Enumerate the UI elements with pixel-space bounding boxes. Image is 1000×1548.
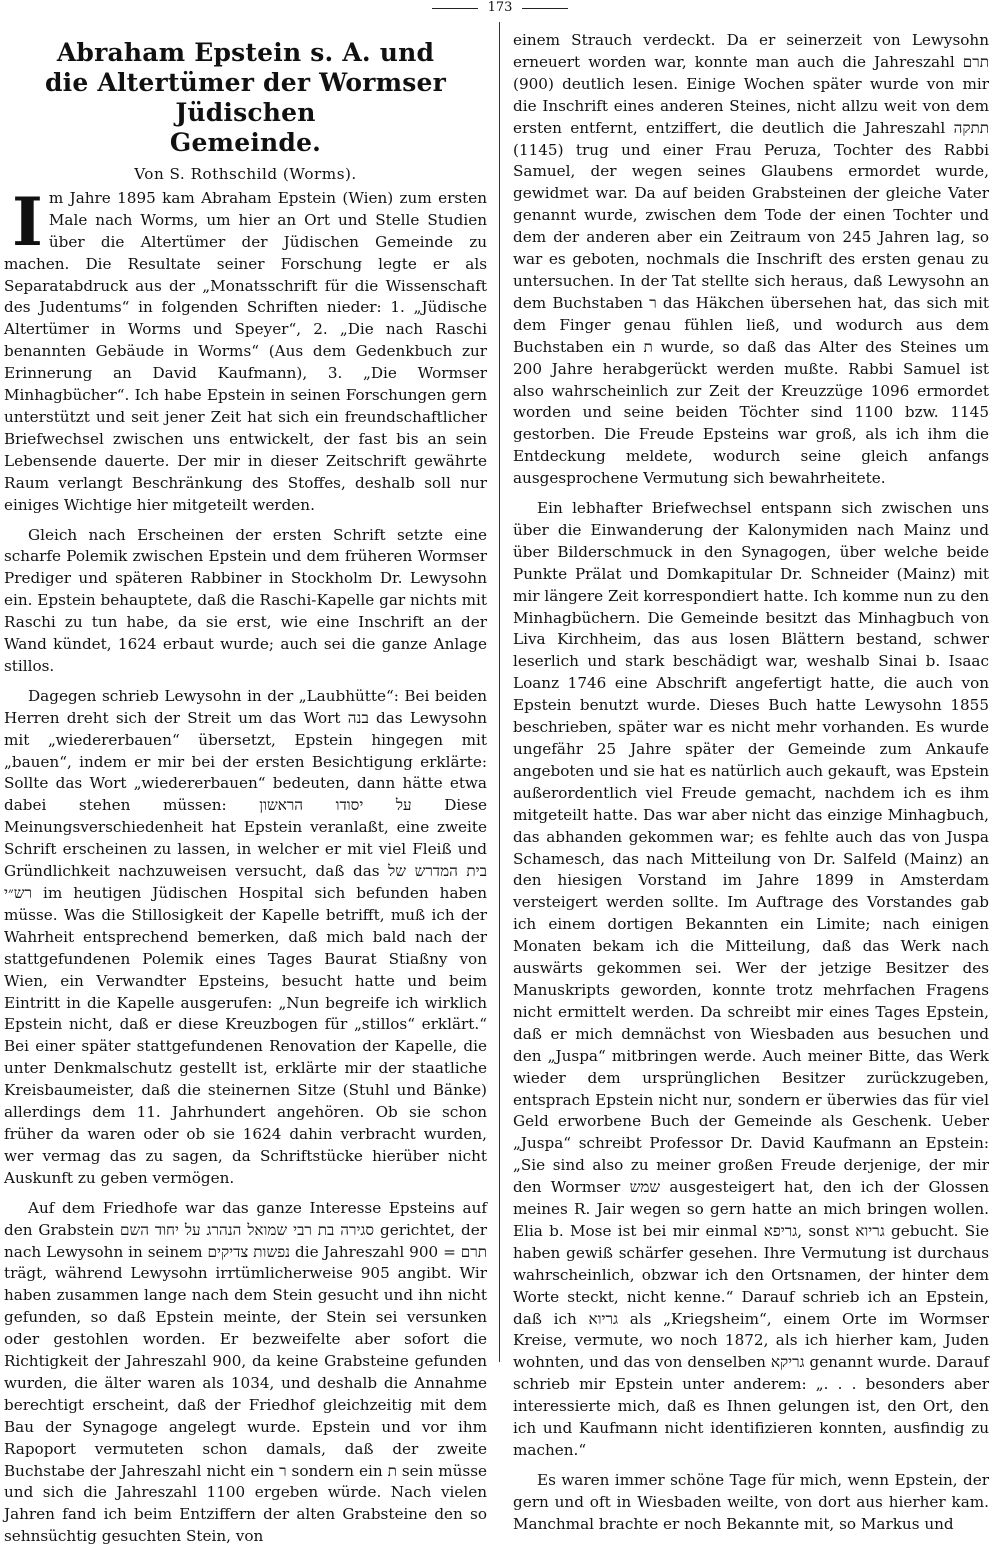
right-column [513, 30, 989, 1533]
paragraph-text: m Jahre 1895 kam Abraham Epstein (Wien) zum ersten Male nach Worms, um hier an Ort und Stelle Studien über die Altertümer der Jüdischen Gemeinde zu machen. Die Resultate seiner Forschung legte er als Separatabdruck aus der „Monatsschrift für die Wissenschaft des Judentums“ in folgenden Schriften nieder: 1. „Jüdische Altertümer in Worms und Speyer“, 2. „Die nach Raschi benannten Gebäude in Worms“ (Aus dem Gedenkbuch zur Erinnerung an David Kaufmann), 3. „Die Wormser Minhagbücher“. Ich habe Epstein in seinen Forschungen gern unterstützt und seit jener Zeit hat sich ein freundschaftlicher Briefwechsel zwischen uns entwickelt, der fast bis an sein Lebensende dauerte. Der mir in dieser Zeitschrift gewährte Raum verlangt Beschränkung des Stoffes, deshalb soll nur einiges Wichtige hier mitgeteilt werden. [4, 188, 487, 514]
paragraph [4, 182, 487, 517]
page-header [0, 0, 1000, 16]
column-divider [499, 22, 500, 1362]
article-title [4, 38, 487, 158]
page-number: 173 [487, 0, 513, 15]
article-title-line-3: Gemeinde. [169, 128, 322, 157]
paragraph: Dagegen schrieb Lewysohn in der „Laubhütte“: Bei beiden Herren dreht sich der Streit um das Wort בנה das Lewysohn mit „wiedererbauen“ übersetzt, Epstein hingegen mit „bauen“, indem er mir bei der ersten Besichtigung erklärte: Sollte das Wort „wiedererbauen“ bedeuten, dann hätte etwa dabei stehen müssen: על יסודו הראשון Diese Meinungsverschiedenheit hat Epstein veranlaßt, eine zweite Schrift erscheinen zu lassen, in welcher er mit viel Fleiß und Gründlichkeit nachzuweisen versucht, daß das בית המדרש של רש״י im heutigen Jüdischen Hospital sich befunden haben müsse. Was die Stillosigkeit der Kapelle betrifft, muß ich der Wahrheit entsprechend bemerken, daß mich bald nach der stattgefundenen Polemik eines Tages Baurat Stiaßny von Wien, ein Verwandter Epsteins, besucht hatte und beim Eintritt in die Kapelle ausgerufen: „Nun begreife ich wirklich Epstein nicht, daß er diese Kreuzbogen für „stillos“ erklärt.“ Bei einer später stattgefundenen Renovation der Kapelle, die unter Denkmalschutz gestellt ist, erklärte mir der staatliche Kreisbaumeister, daß die steinernen Sitze (Stuhl und Bänke) allerdings dem 11. Jahrhundert angehören. Ob sie schon früher da waren oder ob sie 1624 dahin verbracht wurden, wer vermag das zu sagen, da Schriftstücke hierüber nicht Auskunft zu geben vermögen. [4, 686, 488, 1187]
byline-text: Von S. Rothschild (Worms). [134, 165, 357, 183]
drop-cap: I [12, 182, 43, 261]
article-title-line-1: Abraham Epstein s. A. und [56, 38, 435, 67]
paragraph: Gleich nach Erscheinen der ersten Schrift setzte eine scharfe Polemik zwischen Epstein und dem früheren Wormser Prediger und späteren Rabbiner in Stockholm Dr. Lewysohn ein. Epstein behauptete, daß die Raschi-Kapelle gar nichts mit Raschi zu tun habe, da sie erst, wie eine Inschrift an der Wand kündet, 1624 erbaut wurde; auch sei die ganze Anlage stillos. [4, 525, 487, 675]
article-byline [4, 164, 487, 186]
paragraph: einem Strauch verdeckt. Da er seinerzeit von Lewysohn erneuert worden war, konnte man auch die Jahreszahl תרם (900) deutlich lesen. Einige Wochen später wurde von mir die Inschrift eines anderen Steines, nicht allzu weit von dem ersten entfernt, entziffert, die deutlich die Jahreszahl תתקה (1145) trug und einer Frau Peruza, Tochter des Rabbi Samuel, der wegen seines Glaubens ermordet wurde, gewidmet war. Da auf beiden Grabsteinen der gleiche Vater genannt wurde, zwischen dem Tode der einen Tochter und dem der anderen aber ein Zeitraum von 245 Jahren lag, so war es geboten, nochmals die Inschrift des ersten genau zu untersuchen. In der Tat stellte sich heraus, daß Lewysohn an dem Buchstaben ר das Häkchen übersehen hat, das sich mit dem Finger genau fühlen ließ, und wodurch aus dem Buchstaben ein ת wurde, so daß das Alter des Steines um 200 Jahre herabgerückt werden mußte. Rabbi Samuel ist also wahrscheinlich zur Zeit der Kreuzzüge 1096 ermordet worden und seine beiden Töchter sind 1100 bzw. 1145 gestorben. Die Freude Epsteins war groß, als ich ihm die Entdeckung meldete, wodurch seine gleich anfangs ausgesprochene Vermutung sich bewahrheitete. [513, 31, 989, 488]
header-rule-left [432, 8, 478, 9]
article-title-line-2: die Altertümer der Wormser Jüdischen [44, 68, 446, 127]
header-rule-right [522, 8, 568, 9]
paragraph: Ein lebhafter Briefwechsel entspann sich zwischen uns über die Einwanderung der Kalonymiden nach Mainz und über Bilderschmuck in den Synagogen, über welche beide Punkte Prälat und Domkapitular Dr. Schneider (Mainz) mit mir längere Zeit korrespondiert hatte. Ich komme nun zu den Minhagbüchern. Die Gemeinde besitzt das Minhagbuch von Liva Kirchheim, das aus losen Blättern bestand, schwer leserlich und stark beschädigt war, weshalb Sinai b. Isaac Loanz 1746 eine Abschrift angefertigt hatte, die auch von Epstein benutzt wurde. Dieses Buch hatte Lewysohn 1855 beschrieben, später war es nicht mehr vorhanden. Es wurde ungefähr 25 Jahre später der Gemeinde zum Ankaufe angeboten und sie hat es natürlich auch gekauft, was Epstein außerordentlich viel Freude gemacht, nachdem ich es ihm mitgeteilt hatte. Das war aber nicht das einzige Minhagbuch, das abhanden gekommen war; es fehlte auch das von Juspa Schamesch, das nach Mitteilung von Dr. Salfeld (Mainz) an den hiesigen Vorstand im Jahre 1899 in Amsterdam versteigert werden sollte. Im Auftrage des Vorstandes gab ich einem dortigen Bekannten ein Limite; nach einigen Monaten bekam ich die Mitteilung, daß das Werk nach auswärts gekommen sei. Wer der jetzige Besitzer des Manuskripts geworden, konnte trotz mehrfachen Fragens nicht ermittelt werden. Da schreibt mir eines Tages Epstein, daß er mich demnächst von Wiesbaden aus besuchen und den „Juspa“ mitbringen werde. Auch meiner Bitte, das Werk wieder dem ursprünglichen Besitzer zurückzugeben, entsprach Epstein nicht nur, sondern er überwies das für viel Geld erworbene Buch der Gemeinde als Geschenk. Ueber „Juspa“ schreibt Professor Dr. David Kaufmann an Epstein: „Sie sind also zu meiner großen Freude derjenige, der mir den Wormser שמש ausgesteigert hat, den ich der Glossen meines R. Jair wegen so gern hatte an mich bringen wollen. Elia b. Mose ist bei mir einmal גריפא, sonst גריוא gebucht. Sie haben gewiß schärfer gesehen. Ihre Vermutung ist durchaus wahrscheinlich, obzwar ich den Ortsnamen, der hinter dem Worte steckt, nicht kenne.“ Darauf schrieb ich an Epstein, daß ich גריוא als „Kriegsheim“, einem Orte im Wormser Kreise, vermute, wo noch 1872, als ich hierher kam, Juden wohnten, und das von denselben גריקא genannt wurde. Darauf schrieb mir Epstein unter anderem: „. . . besonders aber interessierte mich, daß es Ihnen gelungen ist, den Ort, den ich und Kaufmann nicht identifizieren konnten, ausfindig zu machen.“ [513, 499, 989, 1459]
paragraph: Es waren immer schöne Tage für mich, wenn Epstein, der gern und oft in Wiesbaden weilte, von dort aus hierher kam. Manchmal brachte er noch Bekannte mit, so Markus und [513, 1470, 989, 1533]
paragraph: Auf dem Friedhofe war das ganze Interesse Epsteins auf den Grabstein סגירה בת רבי שמואל הנהרג על יחוד השם gerichtet, der nach Lewysohn in seinem נפשות צדיקים die Jahreszahl תרם = 900 trägt, während Lewysohn irrtümlicherweise 905 angibt. Wir haben zusammen lange nach dem Stein gesucht und ihn nicht gefunden, so daß Epstein meinte, der Stein sei versunken oder gestohlen worden. Er bezweifelte aber sofort die Richtigkeit der Jahreszahl 900, da keine Grabsteine gefunden wurden, die älter waren als 1034, und deshalb die Annahme berechtigt erscheint, daß der Friedhof gleichzeitig mit dem Bau der Synagoge angelegt wurde. Epstein und vor ihm Rapoport vermuteten schon damals, daß der zweite Buchstabe der Jahreszahl nicht ein ר sondern ein ת sein müsse und sich die Jahreszahl 1100 ergeben würde. Nach vielen Jahren fand ich beim Entziffern der alten Grabsteine den so sehnsüchtig gesuchten Stein, von [4, 1198, 487, 1546]
left-column [4, 26, 488, 1546]
